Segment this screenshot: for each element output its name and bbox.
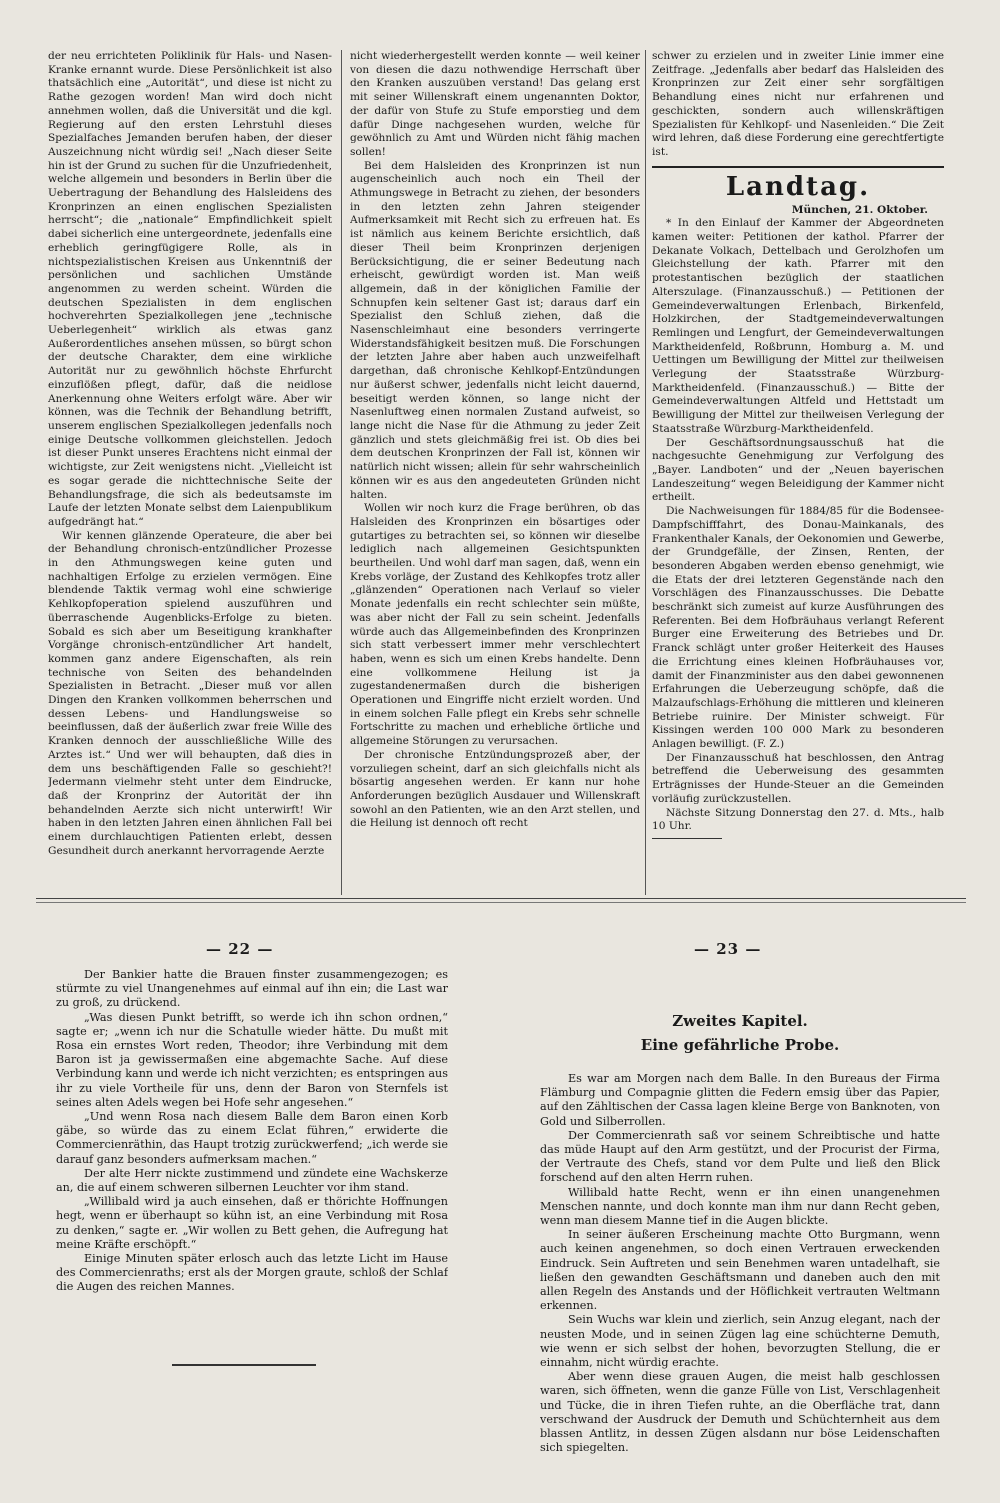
- paragraph: Wir kennen glänzende Operateure, die aber bei der Behandlung chronisch-entzündlicher Prozesse in den Athmungswegen keine guten und nachhaltigen Erfolge zu erzielen vermögen. Eine blendende Taktik vermag wohl eine schwierige Kehlkopfoperation spielend auszuführen und überraschende Augenblicks-Erfolge zu bieten. Sobald es sich aber um Beseitigung krankhafter Vorgänge chronisch-entzündlicher Art handelt, kommen ganz andere Eigenschaften, als rein technische von Seiten des behandelnden Spezialisten in Betracht. „Dieser muß vor allen Dingen den Kranken vollkommen beherrschen und dessen Lebens- und Handlungsweise so beeinflussen, daß der äußerlich zwar freie Wille des Kranken dennoch der ausschließliche Wille des Arztes ist.“ Und wer will behaupten, daß dies in dem uns beschäftigenden Falle so geschieht?! Jedermann vielmehr steht unter dem Eindrucke, daß der Kronprinz der Autorität der ihn behandelnden Aerzte sich nicht unterwirft! Wir haben in den letzten Jahren einen ähnlichen Fall bei einem durchlauchtigen Patienten erlebt, dessen Gesundheit durch anerkannt hervorragende Aerzte: [48, 529, 332, 857]
- newspaper-column-3: [652, 50, 944, 890]
- page-number-left: — 22 —: [206, 940, 274, 958]
- paragraph: schwer zu erzielen und in zweiter Linie immer eine Zeitfrage. „Jedenfalls aber bedarf das Halsleiden des Kronprinzen zur Zeit einer sehr sorgfältigen Behandlung eines nicht nur erfahrenen und geschickten, sondern auch willenskräftigen Spezialisten für Kehlkopf- und Nasenleiden.“ Die Zeit wird lehren, daß diese Forderung eine gerechtfertigte ist.: [652, 50, 944, 158]
- paragraph: der neu errichteten Poliklinik für Hals- und Nasen-Kranke ernannt wurde. Diese Persönlichkeit ist also thatsächlich eine „Autorität“, und diese ist nicht zu Rathe gezogen worden! Man wird doch nicht annehmen wollen, daß die Universität und die kgl. Regierung auf den ersten Lehrstuhl dieses Spezialfaches Jemanden berufen haben, der dieser Auszeichnung nicht würdig sei! „Nach dieser Seite hin ist der Grund zu suchen für die Unzufriedenheit, welche allgemein und besonders in Berlin über die Uebertragung der Behandlung des Halsleidens des Kronprinzen an einen englischen Spezialisten herrscht“; die „nationale“ Empfindlichkeit spielt dabei sicherlich eine untergeordnete, jedenfalls eine erheblich geringfügigere Rolle, als in nichtspezialistischen Kreisen aus Unkenntniß der persönlichen und sachlichen Umstände angenommen zu werden scheint. Würden die deutschen Spezialisten in dem englischen hochverehrten Spezialkollegen jene „technische Ueberlegenheit“ wirklich als etwas ganz Außerordentliches ansehen müssen, so bürgt schon der deutsche Charakter, dem eine wirkliche Autorität nur zu gewöhnlich höchste Ehrfurcht einzuflößen pflegt, dafür, daß die neidlose Anerkennung ohne Weiters erfolgt wäre. Aber wir können, was die Technik der Behandlung betrifft, unserem englischen Spezialkollegen jedenfalls noch einige Deutsche vollkommen gleichstellen. Jedoch ist dieser Punkt unseres Erachtens nicht einmal der wichtigste, zur Zeit wenigstens nicht. „Vielleicht ist es sogar gerade die nichttechnische Seite der Behandlungsfrage, die sich als bedeutsamste im Laufe der letzten Monate selbst dem Laienpublikum aufgedrängt hat.“: [48, 50, 332, 528]
- chapter-title: Eine gefährliche Probe.: [640, 1036, 840, 1054]
- paragraph: nicht wiederhergestellt werden konnte — weil keiner von diesen die dazu nothwendige Herrschaft über den Kranken auszuüben verstand! Das gelang erst mit seiner Willenskraft einem ungenannten Doktor, der dafür von Stufe zu Stufe emporstieg und dem dafür Dinge nachgesehen wurden, welche für gewöhnlich zu Amt und Würden nicht fähig machen sollen!: [350, 50, 640, 158]
- column-divider: [645, 50, 646, 895]
- end-rule: [652, 838, 722, 839]
- paragraph: Sein Wuchs war klein und zierlich, sein Anzug elegant, nach der neusten Mode, und in seinen Zügen lag eine schüchterne Demuth, wie wenn er sich selbst der hohen, bevorzugten Stellung, die er einnahm, nicht würdig erachte.: [540, 1313, 940, 1370]
- dateline: München, 21. Oktober.: [791, 203, 928, 216]
- paragraph: Es war am Morgen nach dem Balle. In den Bureaus der Firma Flämburg und Compagnie glitten die Federn emsig über das Papier, auf den Zähltischen der Cassa lagen kleine Berge von Banknoten, von Gold und Silberrollen.: [540, 1072, 940, 1128]
- paragraph: Einige Minuten später erlosch auch das letzte Licht im Hause des Commercienraths; erst als der Morgen graute, schloß der Schlaf die Augen des reichen Mannes.: [56, 1252, 448, 1294]
- paragraph: * In den Einlauf der Kammer der Abgeordneten kamen weiter: Petitionen der kathol. Pfarrer der Dekanate Volkach, Dettelbach und Gerolzhofen um Gleichstellung der kath. Pfarrer mit den protestantischen bezüglich der staatlichen Alterszulage. (Finanzausschuß.) — Petitionen der Gemeindeverwaltungen Erlenbach, Birkenfeld, Holzkirchen, der Stadtgemeindeverwaltungen Remlingen und Lengfurt, der Gemeindeverwaltungen Marktheidenfeld, Roßbrunn, Homburg a. M. und Uettingen um Bewilligung der Mittel zur theilweisen Verlegung der Staatsstraße Würzburg-Marktheidenfeld. (Finanzausschuß.) — Bitte der Gemeindeverwaltungen Altfeld und Hettstadt um Bewilligung der Mittel zur theilweisen Verlegung der Staatsstraße Würzburg-Marktheidenfeld.: [652, 217, 944, 435]
- page-number-right: — 23 —: [694, 940, 762, 958]
- column-divider: [341, 50, 342, 895]
- newspaper-column-2: [350, 50, 640, 890]
- paragraph: Aber wenn diese grauen Augen, die meist halb geschlossen waren, sich öffneten, wenn die ganze Fülle von List, Verschlagenheit und Tücke, die in ihren Tiefen ruhte, an die Oberfläche trat, dann verschwand der Ausdruck der Demuth und Schüchternheit aus dem blassen Antlitz, in dessen Zügen alsdann nur böse Leidenschaften sich spiegelten.: [540, 1370, 940, 1455]
- paragraph: Die Nachweisungen für 1884/85 für die Bodensee-Dampfschifffahrt, des Donau-Mainkanals, des Frankenthaler Kanals, der Oekonomien und Gewerbe, der Grundgefälle, der Zinsen, Renten, der besonderen Abgaben werden ebenso genehmigt, wie die Etats der drei letzteren Gegenstände nach den Vorschlägen des Finanzausschusses. Die Debatte beschränkt sich zumeist auf kurze Ausführungen des Referenten. Bei dem Hofbräuhaus verlangt Referent Burger eine Erweiterung des Betriebes und Dr. Franck schlägt unter großer Heiterkeit des Hauses die Errichtung eines kleinen Hofbräuhauses vor, damit der Finanzminister aus den dabei gewonnenen Erfahrungen die Ueberzeugung schöpfe, daß die Malzaufschlags-Erhöhung die mittleren und kleineren Betriebe ruinire. Der Minister schweigt. Für Kissingen werden 100 000 Mark zu besonderen Anlagen bewilligt. (F. Z.): [652, 505, 944, 751]
- paragraph: „Willibald wird ja auch einsehen, daß er thörichte Hoffnungen hegt, wenn er überhaupt so kühn ist, an eine Verbindung mit Rosa zu denken,“ sagte er. „Wir wollen zu Bett gehen, die Aufregung hat meine Kräfte erschöpft.“: [56, 1195, 448, 1251]
- fold-line: [36, 898, 966, 899]
- paragraph: „Und wenn Rosa nach diesem Balle dem Baron einen Korb gäbe, so würde das zu einem Eclat führen,“ erwiderte die Commercienräthin, das Haupt trotzig zurückwerfend; „ich werde sie darauf ganz besonders aufmerksam machen.“: [56, 1110, 448, 1166]
- section-heading: Landtag.: [725, 171, 871, 202]
- paragraph: Der Geschäftsordnungsausschuß hat die nachgesuchte Genehmigung zur Verfolgung des „Bayer. Landboten“ und der „Neuen bayerischen Landeszeitung“ wegen Beleidigung der Kammer nicht ertheilt.: [652, 436, 944, 504]
- paragraph: Wollen wir noch kurz die Frage berühren, ob das Halsleiden des Kronprinzen ein bösartiges oder gutartiges zu betrachten sei, so können wir dieselbe lediglich nach allgemeinen Gesichtspunkten beurtheilen. Und wohl darf man sagen, daß, wenn ein Krebs vorläge, der Zustand des Kehlkopfes trotz aller „glänzenden“ Operationen nach Verlauf so vieler Monate jedenfalls ein recht schlechter sein müßte, was aber nicht der Fall zu sein scheint. Jedenfalls würde auch das Allgemeinbefinden des Kronprinzen sich statt verbessert immer mehr verschlechtert haben, wenn es sich um einen Krebs handelte. Denn eine vollkommene Heilung ist ja zugestandenermaßen durch die bisherigen Operationen und Eingriffe nicht erzielt worden. Und in einem solchen Falle pflegt ein Krebs sehr schnelle Fortschritte zu machen und erhebliche örtliche und allgemeine Störungen zu verursachen.: [350, 502, 640, 748]
- chapter-number: Zweites Kapitel.: [672, 1012, 808, 1030]
- paragraph: Der Commercienrath saß vor seinem Schreibtische und hatte das müde Haupt auf den Arm gestützt, und der Procurist der Firma, der Vertraute des Chefs, stand vor dem Pulte und ließ den Blick forschend auf den alten Herrn ruhen.: [540, 1128, 940, 1185]
- paragraph: Der alte Herr nickte zustimmend und zündete eine Wachskerze an, die auf einem schweren silbernen Leuchter vor ihm stand.: [56, 1166, 448, 1195]
- paragraph: Der chronische Entzündungsprozeß aber, der vorzuliegen scheint, darf an sich gleichfalls nicht als bösartig angesehen werden. Er kann nur hohe Anforderungen bezüglich Ausdauer und Willenskraft sowohl an den Patienten, wie an den Arzt stellen, und die Heilung ist dennoch oft recht: [350, 748, 640, 830]
- novel-page-right: [540, 1072, 940, 1462]
- paragraph: Der Bankier hatte die Brauen finster zusammengezogen; es stürmte zu viel Unangenehmes auf einmal auf ihn ein; die Last war zu groß, zu drückend.: [56, 968, 448, 1010]
- paragraph: Der Finanzausschuß hat beschlossen, den Antrag betreffend die Ueberweisung des gesammten Erträgnisses der Hunde-Steuer an die Gemeinden vorläufig zurückzustellen.: [652, 751, 944, 805]
- chapter-end-rule: [172, 1364, 316, 1366]
- newspaper-column-1: [48, 50, 332, 890]
- paragraph: Nächste Sitzung Donnerstag den 27. d. Mts., halb 10 Uhr.: [652, 806, 944, 833]
- fold-line: [36, 902, 966, 903]
- novel-page-left: [56, 968, 448, 1438]
- paragraph: „Was diesen Punkt betrifft, so werde ich ihn schon ordnen,“ sagte er; „wenn ich nur die Schatulle wieder hätte. Du mußt mit Rosa ein ernstes Wort reden, Theodor; ihre Verbindung mit dem Baron ist ja gewissermaßen eine abgemachte Sache. Auf diese Verbindung kann und werde ich nicht verzichten; es entspringen aus ihr zu viele Vortheile für uns, denn der Baron von Sternfels ist seines alten Adels wegen bei Hofe sehr angesehen.“: [56, 1010, 448, 1109]
- paragraph: In seiner äußeren Erscheinung machte Otto Burgmann, wenn auch keinen angenehmen, so doch einen Vertrauen erweckenden Eindruck. Sein Auftreten und sein Benehmen waren untadelhaft, sie ließen den gewandten Geschäftsmann und daneben auch den mit allen Regeln des Anstands und der Höflichkeit vertrauten Weltmann erkennen.: [540, 1228, 940, 1313]
- section-divider: [652, 166, 944, 168]
- paragraph: Bei dem Halsleiden des Kronprinzen ist nun augenscheinlich auch noch ein Theil der Athmungswege in Betracht zu ziehen, der besonders in den letzten zehn Jahren steigender Aufmerksamkeit mit Recht sich zu erfreuen hat. Es ist nämlich aus keinem Berichte ersichtlich, daß dieser Theil beim Kronprinzen derjenigen Berücksichtigung, die er seiner Bedeutung nach erheischt, gewürdigt worden ist. Man weiß allgemein, daß in der königlichen Familie der Schnupfen kein seltener Gast ist; daraus darf ein Spezialist den Schluß ziehen, daß die Nasenschleimhaut eine besonders verringerte Widerstandsfähigkeit besitzen muß. Die Forschungen der letzten Jahre aber haben auch unzweifelhaft dargethan, daß chronische Kehlkopf-Entzündungen nur äußerst schwer, jedenfalls nicht leicht dauernd, beseitigt werden können, so lange nicht der Nasenluftweg einen normalen Zustand aufweist, so lange nicht die Nase für die Athmung zu jeder Zeit gänzlich und stets gleichmäßig frei ist. Ob dies bei dem deutschen Kronprinzen der Fall ist, können wir natürlich nicht wissen; allein für sehr wahrscheinlich können wir es aus den angedeuteten Gründen nicht halten.: [350, 159, 640, 501]
- paragraph: Willibald hatte Recht, wenn er ihn einen unangenehmen Menschen nannte, und doch konnte man ihm nur dann Recht geben, wenn man diesem Manne tief in die Augen blickte.: [540, 1185, 940, 1228]
